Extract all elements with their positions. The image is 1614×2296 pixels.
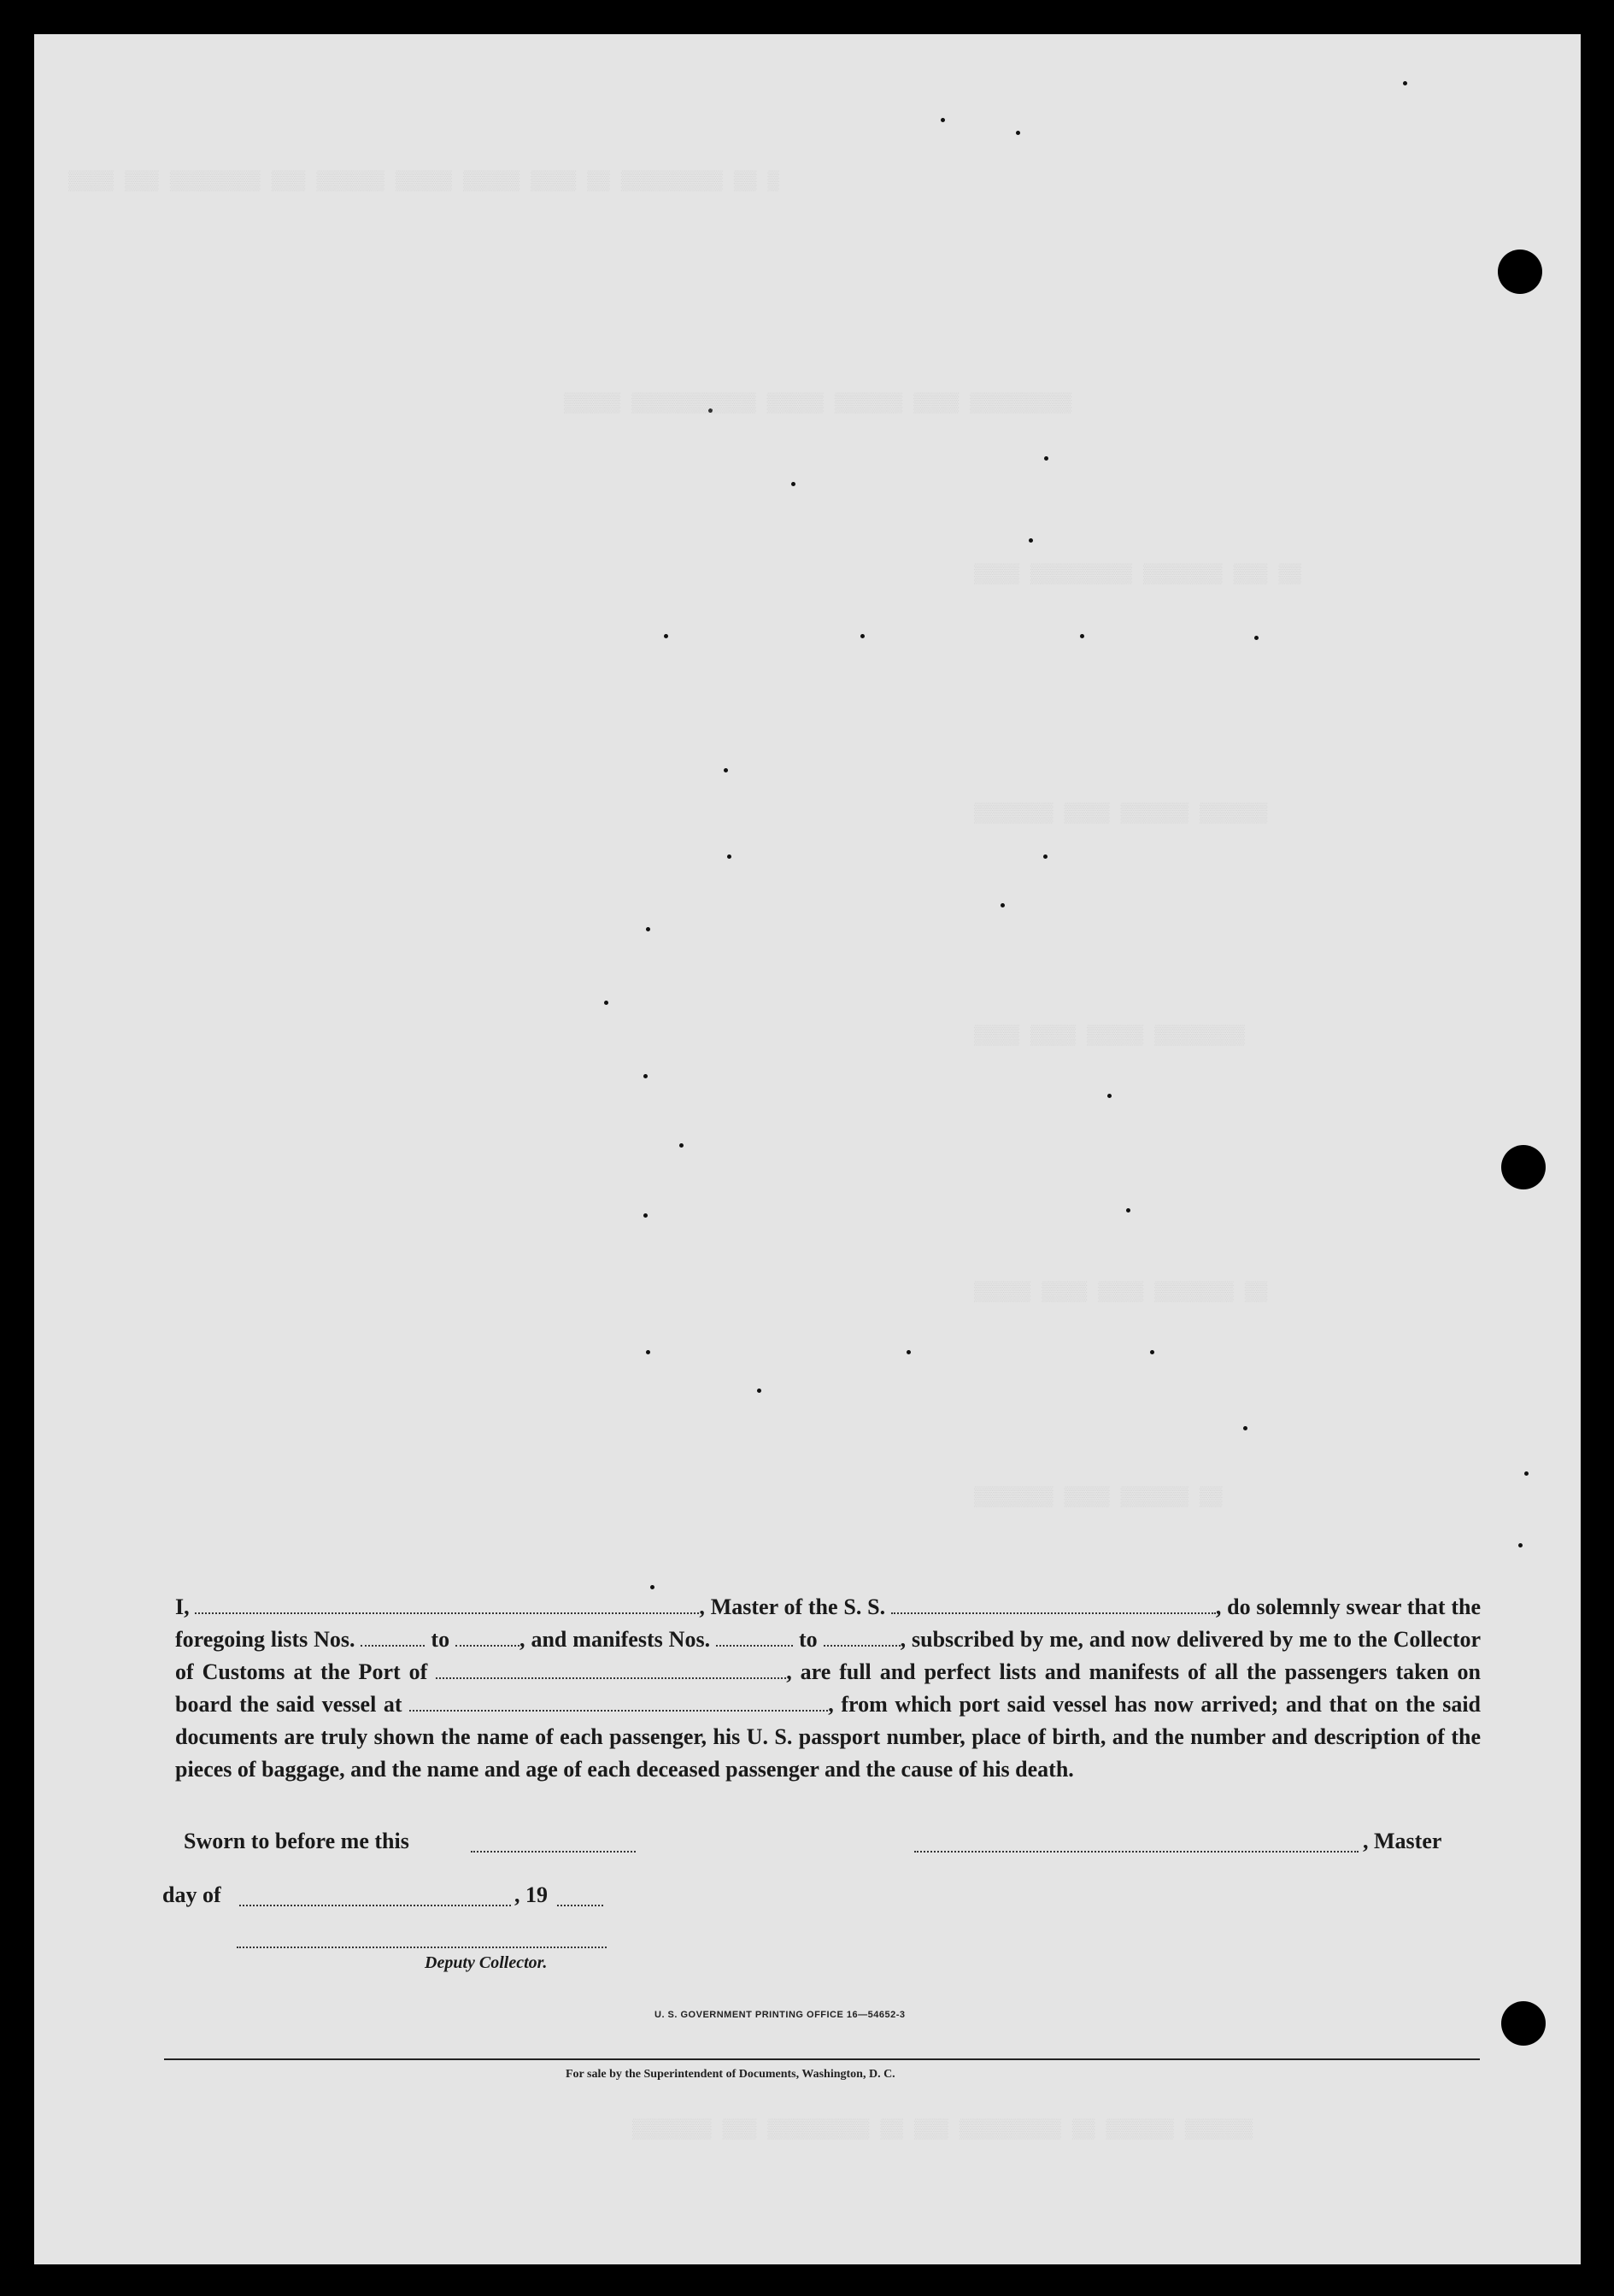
ship-name-field[interactable]: [891, 1594, 1216, 1614]
speck: [1107, 1094, 1112, 1098]
oath-text: swear that the foregoing lists Nos.: [175, 1594, 1481, 1652]
oath-text: , Master of the S. S.: [699, 1594, 886, 1619]
document-page: [34, 34, 1581, 2264]
speck: [1126, 1208, 1130, 1213]
oath-text: port said vessel has now arrived; and that on the said documents are truly shown the name of each passenger, his U. S. passport number, place of birth, and the number and description of the pieces of baggage, and the name and age of each deceased passenger and the cause of his death.: [175, 1692, 1482, 1782]
speck: [1044, 456, 1048, 461]
manifests-to-field[interactable]: [824, 1626, 901, 1647]
speck: [1243, 1426, 1247, 1430]
bleed-through: ▒▒▒▒▒ ▒▒▒▒▒▒▒▒▒▒▒ ▒▒▒▒▒ ▒▒▒▒▒▒ ▒▒▒▒ ▒▒▒▒▒▒▒▒▒: [564, 393, 1072, 414]
punch-hole-top: [1498, 250, 1542, 294]
speck: [1080, 634, 1084, 638]
speck: [1403, 81, 1407, 85]
speck: [1016, 131, 1020, 135]
year-field[interactable]: [557, 1889, 603, 1906]
manifests-from-field[interactable]: [716, 1626, 793, 1647]
speck: [1150, 1350, 1154, 1354]
bleed-through: ▒▒▒▒ ▒▒▒▒▒▒▒▒▒ ▒▒▒▒▒▒▒ ▒▒▒ ▒▒: [974, 564, 1301, 585]
speck: [757, 1389, 761, 1393]
oath-text: , do solemnly: [1215, 1594, 1341, 1619]
oath-text: I,: [175, 1594, 190, 1619]
speck: [679, 1143, 684, 1148]
departure-port-field[interactable]: [409, 1691, 828, 1712]
deputy-collector-label: Deputy Collector.: [425, 1953, 548, 1972]
oath-text: , and manifests Nos.: [519, 1627, 711, 1652]
footer-rule: [164, 2058, 1480, 2060]
bleed-through: ▒▒▒▒▒▒▒ ▒▒▒▒ ▒▒▒▒▒▒ ▒▒: [974, 1487, 1223, 1508]
punch-hole-bottom: [1501, 2001, 1546, 2046]
speck: [727, 854, 731, 859]
speck: [646, 1350, 650, 1354]
lists-to-field[interactable]: [455, 1626, 519, 1647]
speck: [1043, 854, 1048, 859]
oath-paragraph: [175, 1591, 1481, 1786]
bleed-through: ▒▒▒▒▒▒▒ ▒▒▒▒ ▒▒▒▒▒▒ ▒▒▒▒▒▒: [974, 803, 1268, 825]
speck: [646, 927, 650, 931]
sale-notice: For sale by the Superintendent of Documents, Washington, D. C.: [566, 2068, 895, 2081]
bleed-through: ▒▒▒▒ ▒▒▒▒ ▒▒▒▒▒ ▒▒▒▒▒▒▒▒: [974, 1025, 1245, 1047]
sworn-label: Sworn to before me this: [184, 1829, 409, 1853]
master-name-field[interactable]: [195, 1594, 699, 1614]
speck: [604, 1001, 608, 1005]
speck: [724, 768, 728, 772]
punch-hole-middle: [1501, 1145, 1546, 1189]
oath-text: , subscribed by me, and now: [900, 1627, 1171, 1652]
year-label: , 19: [514, 1882, 548, 1907]
oath-text: , are full and perfect lists and: [786, 1659, 1081, 1684]
oath-text: manifests of all the passengers taken on board the said vessel at: [175, 1659, 1482, 1717]
speck: [907, 1350, 911, 1354]
oath-text: , from which: [828, 1692, 952, 1717]
speck: [1254, 636, 1259, 640]
master-label: , Master: [1363, 1829, 1442, 1853]
lists-from-field[interactable]: [361, 1626, 425, 1647]
printing-office-line: U. S. GOVERNMENT PRINTING OFFICE 16—54652-3: [654, 2010, 906, 2020]
bleed-through: ▒▒▒▒ ▒▒▒ ▒▒▒▒▒▒▒▒ ▒▒▒ ▒▒▒▒▒▒ ▒▒▒▒▒ ▒▒▒▒▒ ▒▒▒▒ ▒▒ ▒▒▒▒▒▒▒▒▒ ▒▒ ▒: [68, 171, 779, 192]
speck: [860, 634, 865, 638]
speck: [664, 634, 668, 638]
port-field[interactable]: [436, 1659, 786, 1679]
speck: [941, 118, 945, 122]
speck: [643, 1213, 648, 1218]
oath-text: to: [798, 1627, 818, 1652]
speck: [643, 1074, 648, 1078]
oath-text: delivered by me to the Collector of Customs at the Port of: [175, 1627, 1482, 1684]
speck: [1518, 1543, 1523, 1547]
speck: [1524, 1471, 1529, 1476]
deputy-signature-field[interactable]: [237, 1947, 607, 1948]
bleed-through: ▒▒▒▒▒▒▒ ▒▒▒ ▒▒▒▒▒▒▒▒▒ ▒▒ ▒▒▒ ▒▒▒▒▒▒▒▒▒ ▒▒ ▒▒▒▒▒▒ ▒▒▒▒▒▒: [632, 2119, 1253, 2140]
speck: [791, 482, 795, 486]
oath-text: to: [431, 1627, 450, 1652]
day-label: day of: [162, 1882, 221, 1907]
bleed-through: ▒▒▒▒▒ ▒▒▒▒ ▒▒▒▒ ▒▒▒▒▒▒▒ ▒▒: [974, 1282, 1268, 1303]
speck: [650, 1585, 654, 1589]
month-field[interactable]: [239, 1889, 511, 1906]
sworn-date-field[interactable]: [471, 1835, 636, 1853]
speck: [1001, 903, 1005, 907]
speck: [1029, 538, 1033, 543]
master-signature-field[interactable]: [914, 1835, 1359, 1853]
